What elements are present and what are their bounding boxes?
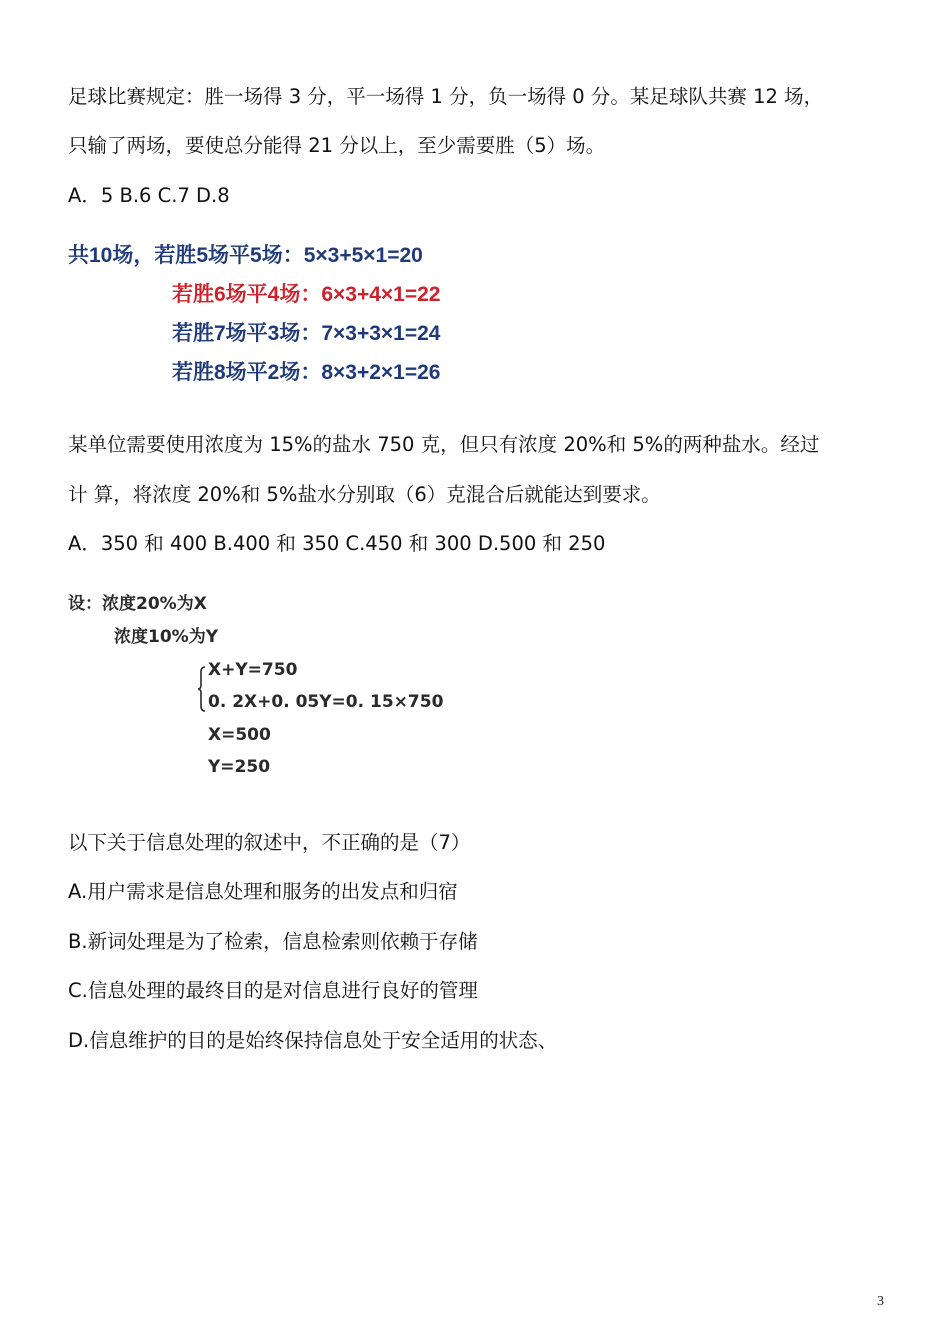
q5-solution-image [68,236,508,392]
q5-stem-line-2: 只输了两场，要使总分能得 21 分以上，至少需要胜（5）场。 [68,134,606,157]
q7-option-a: A.用户需求是信息处理和服务的出发点和归宿 [68,880,458,903]
solution1-row-3: 若胜7场平3场：7×3+3×1=24 [172,322,441,345]
q5-options: A．5 B.6 C.7 D.8 [68,184,230,207]
q6-solution-image [68,590,444,786]
solution2-equation-2: 0. 2X+0. 05Y=0. 15×750 [208,692,444,712]
solution2-let-y: 浓度10%为Y [114,627,219,647]
solution2-let-x: 设：浓度20%为X [68,594,207,614]
solution1-row-2: 若胜6场平4场：6×3+4×1=22 [172,283,441,306]
solution2-equation-1: X+Y=750 [208,660,298,680]
solution2-x-result: X=500 [208,725,271,745]
solution1-row-4: 若胜8场平2场：8×3+2×1=26 [172,361,441,384]
q5-stem-line-1: 足球比赛规定：胜一场得 3 分，平一场得 1 分，负一场得 0 分。某足球队共赛 12 场， [68,85,824,108]
q6-stem-line-1: 某单位需要使用浓度为 15%的盐水 750 克，但只有浓度 20%和 5%的两种盐水。经过 [68,433,820,456]
q7-option-b: B.新词处理是为了检索，信息检索则依赖于存储 [68,930,478,953]
brace-icon [198,666,206,712]
q7-stem: 以下关于信息处理的叙述中，不正确的是（7） [68,831,471,854]
q7-option-c: C.信息处理的最终目的是对信息进行良好的管理 [68,979,478,1002]
q7-option-d: D.信息维护的目的是始终保持信息处于安全适用的状态、 [68,1029,558,1052]
q6-stem-line-2: 计 算，将浓度 20%和 5%盐水分别取（6）克混合后就能达到要求。 [68,483,661,506]
solution2-y-result: Y=250 [208,757,271,777]
page-number: 3 [877,1294,884,1309]
q6-options: A．350 和 400 B.400 和 350 C.450 和 300 D.500 和 250 [68,532,606,555]
solution1-row-1: 共10场，若胜5场平5场：5×3+5×1=20 [68,244,423,267]
